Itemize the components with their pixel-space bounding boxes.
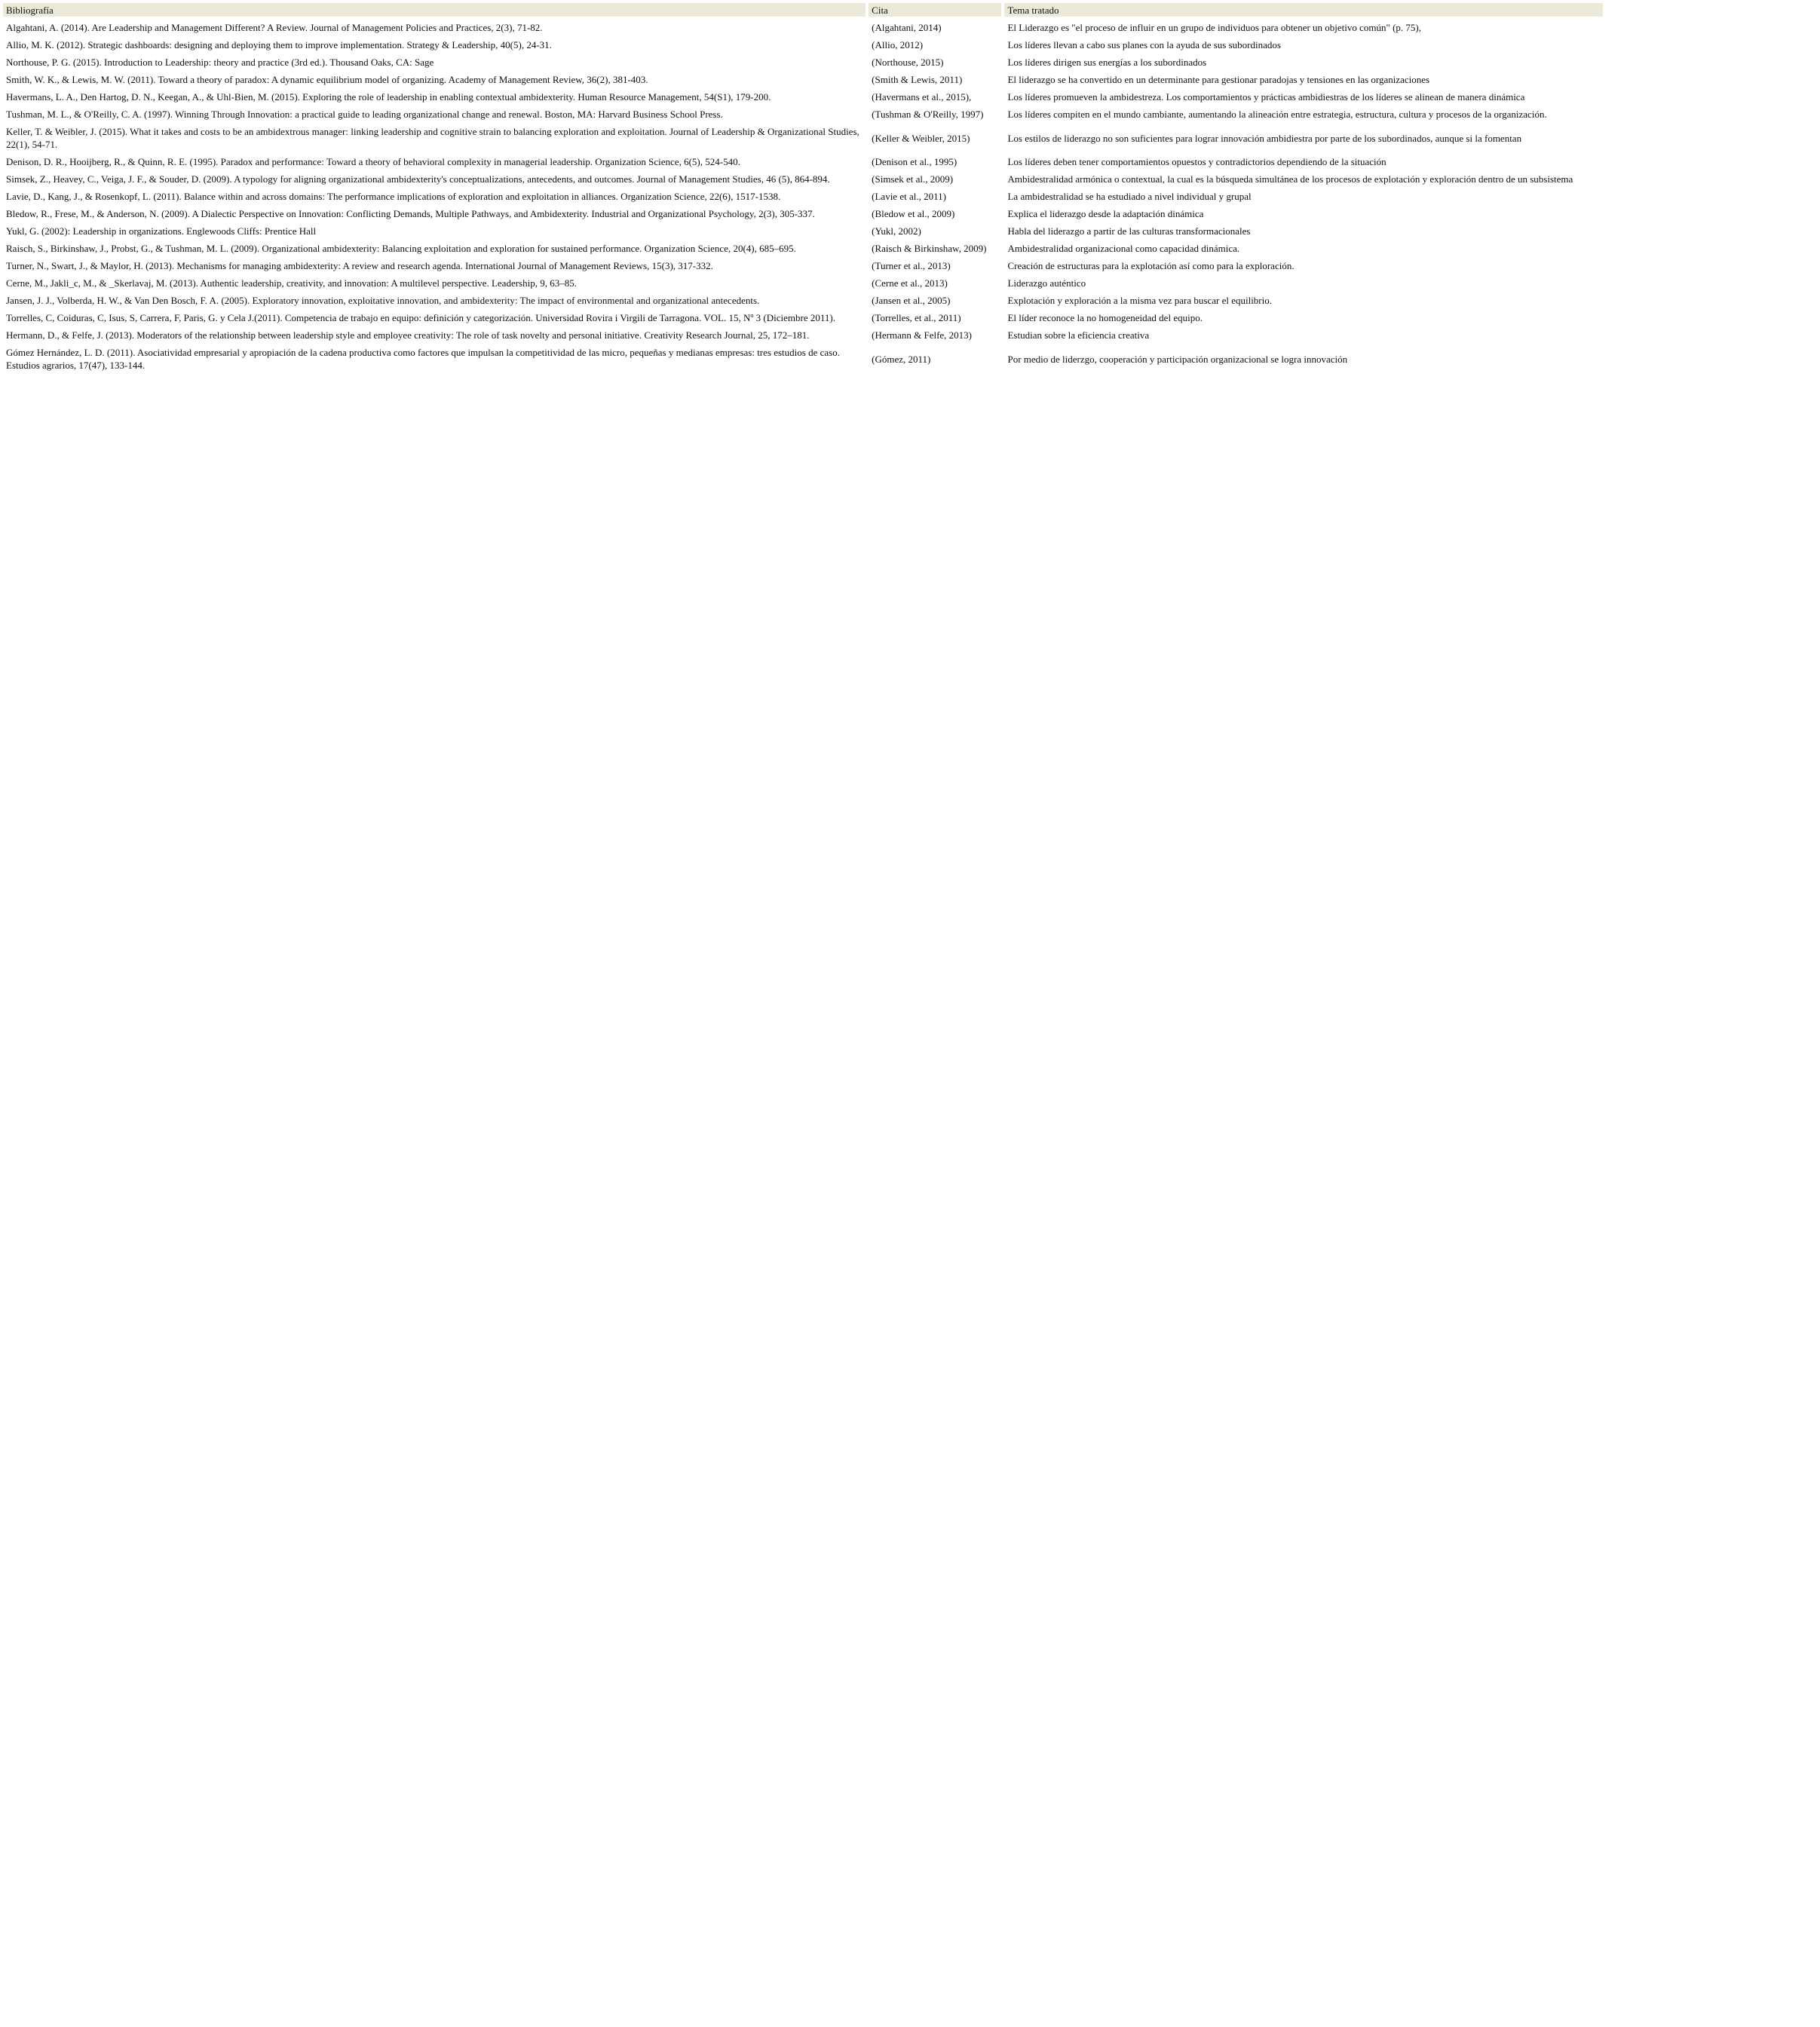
cell-tema: Explotación y exploración a la misma vez para buscar el equilibrio. (1007, 295, 1272, 306)
cell-cita: (Smith & Lewis, 2011) (872, 74, 963, 85)
cell-tema: Los líderes promueven la ambidestreza. Los comportamientos y prácticas ambidiestras de los líderes se alinean de manera dinámica (1007, 91, 1525, 103)
cell-cita: (Yukl, 2002) (872, 225, 921, 237)
cell-bibliografia: Northouse, P. G. (2015). Introduction to Leadership: theory and practice (3rd ed.). Thousand Oaks, CA: Sage (6, 57, 434, 68)
cell-cita: (Algahtani, 2014) (872, 22, 942, 33)
cell-tema: El líder reconoce la no homogeneidad del equipo. (1007, 312, 1203, 323)
cell-cita: (Tushman & O'Reilly, 1997) (872, 109, 984, 120)
table-row (3, 153, 1603, 170)
cell-bibliografia: Havermans, L. A., Den Hartog, D. N., Keegan, A., & Uhl-Bien, M. (2015). Exploring the role of leadership in enabling contextual ambidexterity. Human Resource Management, 54(S1), 179-200. (6, 91, 771, 103)
table-row (3, 222, 1603, 240)
table-row (3, 54, 1603, 71)
table-header-row (3, 3, 1603, 17)
cell-cita: (Jansen et al., 2005) (872, 295, 951, 306)
table-row (3, 36, 1603, 54)
cell-bibliografia: Jansen, J. J., Volberda, H. W., & Van Den Bosch, F. A. (2005). Exploratory innovation, exploitative innovation, and ambidexterity: The impact of environmental and organizational antecedents. (6, 295, 760, 306)
cell-cita: (Hermann & Felfe, 2013) (872, 329, 973, 341)
table-row (3, 257, 1603, 274)
cell-bibliografia: Turner, N., Swart, J., & Maylor, H. (2013). Mechanisms for managing ambidexterity: A review and research agenda. International Journal of Management Reviews, 15(3), 317-332. (6, 260, 713, 271)
cell-tema: Los líderes dirigen sus energías a los subordinados (1007, 57, 1207, 68)
table-row (3, 17, 1603, 36)
cell-bibliografia: Lavie, D., Kang, J., & Rosenkopf, L. (2011). Balance within and across domains: The performance implications of exploration and exploitation in alliances. Organization Science, 22(6), 1517-1538. (6, 191, 781, 202)
cell-cita: (Keller & Weibler, 2015) (872, 132, 970, 144)
column-header-tema: Tema tratado (1004, 3, 1603, 17)
cell-tema: Los líderes compiten en el mundo cambiante, aumentando la alineación entre estrategia, estructura, cultura y procesos de la organización. (1007, 109, 1547, 120)
table-row (3, 344, 1603, 374)
cell-tema: Ambidestralidad organizacional como capacidad dinámica. (1007, 243, 1240, 254)
cell-bibliografia: Yukl, G. (2002): Leadership in organizations. Englewoods Cliffs: Prentice Hall (6, 225, 317, 237)
table-row (3, 292, 1603, 309)
cell-tema: Liderazgo auténtico (1007, 277, 1086, 289)
cell-tema: El Liderazgo es "el proceso de influir en un grupo de individuos para obtener un objetivo común" (p. 75), (1007, 22, 1422, 33)
cell-tema: Habla del liderazgo a partir de las culturas transformacionales (1007, 225, 1251, 237)
column-header-cita: Cita (869, 3, 1001, 17)
cell-tema: Los estilos de liderazgo no son suficientes para lograr innovación ambidiestra por parte de los subordinados, aunque si la fomentan (1007, 132, 1522, 144)
bibliography-table (0, 3, 1606, 374)
cell-cita: (Allio, 2012) (872, 39, 924, 51)
cell-cita: (Bledow et al., 2009) (872, 208, 955, 219)
cell-cita: (Lavie et al., 2011) (872, 191, 946, 202)
cell-cita: (Northouse, 2015) (872, 57, 944, 68)
cell-bibliografia: Denison, D. R., Hooijberg, R., & Quinn, R. E. (1995). Paradox and performance: Toward a theory of behavioral complexity in managerial leadership. Organization Science, 6(5), 524-540. (6, 156, 740, 167)
cell-cita: (Torrelles, et al., 2011) (872, 312, 961, 323)
table-body (3, 17, 1603, 374)
table-row (3, 170, 1603, 188)
table-row (3, 309, 1603, 326)
cell-cita: (Denison et al., 1995) (872, 156, 957, 167)
cell-cita: (Havermans et al., 2015), (872, 91, 972, 103)
bibliography-table-container (3, 3, 1606, 374)
table-row (3, 274, 1603, 292)
cell-bibliografia: Allio, M. K. (2012). Strategic dashboards: designing and deploying them to improve implementation. Strategy & Leadership, 40(5), 24-31. (6, 39, 552, 51)
cell-cita: (Cerne et al., 2013) (872, 277, 948, 289)
cell-tema: Los líderes llevan a cabo sus planes con la ayuda de sus subordinados (1007, 39, 1281, 51)
cell-bibliografia: Torrelles, C, Coiduras, C, Isus, S, Carrera, F, Paris, G. y Cela J.(2011). Competencia de trabajo en equipo: definición y categorización. Universidad Rovira i Virgili de Tarragona. VOL. 15, Nº 3 (Diciembre 2011). (6, 312, 835, 323)
cell-bibliografia: Algahtani, A. (2014). Are Leadership and Management Different? A Review. Journal of Management Policies and Practices, 2(3), 71-82. (6, 22, 543, 33)
cell-tema: Creación de estructuras para la explotación así como para la exploración. (1007, 260, 1295, 271)
cell-bibliografia: Bledow, R., Frese, M., & Anderson, N. (2009). A Dialectic Perspective on Innovation: Conflicting Demands, Multiple Pathways, and Ambidexterity. Industrial and Organizational Psychology, 2(3), 305-337. (6, 208, 815, 219)
table-row (3, 123, 1603, 153)
cell-cita: (Gómez, 2011) (872, 353, 931, 365)
cell-cita: (Raisch & Birkinshaw, 2009) (872, 243, 987, 254)
table-row (3, 88, 1603, 106)
cell-tema: Explica el liderazgo desde la adaptación dinámica (1007, 208, 1204, 219)
table-row (3, 106, 1603, 123)
cell-tema: Por medio de liderzgo, cooperación y participación organizacional se logra innovación (1007, 353, 1348, 365)
cell-tema: Estudian sobre la eficiencia creativa (1007, 329, 1150, 341)
cell-cita: (Turner et al., 2013) (872, 260, 951, 271)
cell-bibliografia: Keller, T. & Weibler, J. (2015). What it takes and costs to be an ambidextrous manager: linking leadership and cognitive strain to balancing exploration and exploitation. Journal of Leadership & Organizational Studies, 22(1), 54-71. (6, 126, 859, 150)
cell-tema: Los líderes deben tener comportamientos opuestos y contradictorios dependiendo de la situación (1007, 156, 1386, 167)
cell-cita: (Simsek et al., 2009) (872, 173, 954, 185)
table-row (3, 188, 1603, 205)
cell-tema: El liderazgo se ha convertido en un determinante para gestionar paradojas y tensiones en las organizaciones (1007, 74, 1430, 85)
column-header-bibliografia: Bibliografía (3, 3, 866, 17)
table-row (3, 71, 1603, 88)
cell-bibliografia: Gómez Hernández, L. D. (2011). Asociatividad empresarial y apropiación de la cadena productiva como factores que impulsan la competitividad de las micro, pequeñas y medianas empresas: tres estudios de caso. Estudios agrarios, 17(47), 133-144. (6, 347, 840, 371)
cell-bibliografia: Cerne, M., Jakli_c, M., & _Skerlavaj, M. (2013). Authentic leadership, creativity, and innovation: A multilevel perspective. Leadership, 9, 63–85. (6, 277, 577, 289)
cell-bibliografia: Smith, W. K., & Lewis, M. W. (2011). Toward a theory of paradox: A dynamic equilibrium model of organizing. Academy of Management Review, 36(2), 381-403. (6, 74, 648, 85)
cell-bibliografia: Simsek, Z., Heavey, C., Veiga, J. F., & Souder, D. (2009). A typology for aligning organizational ambidexterity's conceptualizations, antecedents, and outcomes. Journal of Management Studies, 46 (5), 864-894. (6, 173, 830, 185)
cell-tema: Ambidestralidad armónica o contextual, la cual es la búsqueda simultánea de los procesos de explotación y exploración dentro de un subsistema (1007, 173, 1573, 185)
table-row (3, 205, 1603, 222)
cell-bibliografia: Hermann, D., & Felfe, J. (2013). Moderators of the relationship between leadership style and employee creativity: The role of task novelty and personal initiative. Creativity Research Journal, 25, 172–181. (6, 329, 810, 341)
table-row (3, 240, 1603, 257)
cell-tema: La ambidestralidad se ha estudiado a nivel individual y grupal (1007, 191, 1252, 202)
cell-bibliografia: Raisch, S., Birkinshaw, J., Probst, G., & Tushman, M. L. (2009). Organizational ambidexterity: Balancing exploitation and exploration for sustained performance. Organization Science, 20(4), 685–695. (6, 243, 796, 254)
table-row (3, 326, 1603, 344)
cell-bibliografia: Tushman, M. L., & O'Reilly, C. A. (1997). Winning Through Innovation: a practical guide to leading organizational change and renewal. Boston, MA: Harvard Business School Press. (6, 109, 723, 120)
